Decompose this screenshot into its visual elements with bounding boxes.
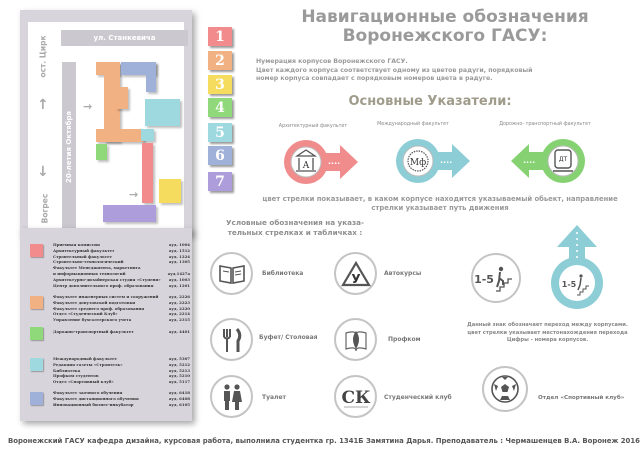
legend-row: Факультет заочного обучения ауд. 6418 — [53, 390, 190, 395]
sign-label-road: Дорожно- транспортный факультет — [499, 122, 591, 127]
student-club-sign — [334, 375, 377, 418]
fork-knife-icon — [220, 327, 244, 353]
color-swatch-2 — [30, 296, 43, 309]
trade-union-icon — [343, 327, 369, 353]
legend-row: Отдел «Спортивный клуб» ауд. 5117 — [53, 379, 190, 385]
street-top-label: ул. Станкевича — [93, 34, 156, 42]
intro-line: Нумерация корпусов Воронежского ГАСУ. — [256, 58, 408, 65]
intro-line: Цвет каждого корпуса соответствует одному из цветов радуги, порядковый — [256, 66, 533, 74]
legend-row: Редакция газеты «Строитель» ауд. 5212 — [53, 361, 190, 367]
svg-text:СК: СК — [341, 387, 370, 408]
caption-line: стрелки указывает путь движения — [371, 204, 509, 212]
building-number-5: 5 — [208, 123, 232, 142]
intro-text — [256, 58, 596, 84]
street-stankevicha — [61, 30, 188, 46]
road-faculty-sign — [495, 130, 590, 192]
legend-row: Факультет Менеджмента, маркетинга — [53, 265, 141, 271]
color-swatch-1 — [30, 244, 43, 257]
sports-club-label: Отдел «Спортивный клуб» — [538, 395, 625, 401]
trade-union-label: Профком — [388, 336, 421, 343]
football-icon — [490, 374, 520, 404]
library-sign — [210, 252, 253, 295]
label-ost-tsirk: ост. Цирк — [38, 35, 48, 78]
stairs-walker-icon — [474, 263, 518, 293]
svg-text:1-5: 1-5 — [561, 280, 577, 289]
caption-line: цвет стрелки показывает, в каком корпусе находится указываемый обьект, направление — [262, 195, 618, 203]
building-2-base[interactable] — [96, 129, 144, 142]
building-number-6: 6 — [208, 146, 232, 165]
driving-school-sign — [334, 252, 377, 295]
driving-school-icon — [341, 261, 371, 287]
svg-text:У: У — [350, 271, 361, 286]
legend-row: Приемная комиссия ауд. 1004 — [53, 242, 190, 247]
trade-union-sign — [334, 318, 377, 361]
legend-row: Отдел «Студенческий Клуб» ауд. 2214 — [53, 311, 190, 317]
book-icon — [218, 263, 246, 285]
legend-row: Центр дополнительного проф. образования ауд. 1201 — [53, 282, 190, 288]
driving-school-label: Автокурсы — [384, 270, 422, 277]
arrow-down-icon: ↓ — [37, 164, 49, 180]
legend-row: Управление бухгалтерского учета ауд. 2315 — [53, 317, 190, 323]
svg-text:....: .... — [328, 157, 341, 166]
transfer-sign-plain — [471, 253, 521, 303]
building-number-3: 3 — [208, 75, 232, 94]
legend-row: и информационных технологий ауд.1427а — [53, 270, 190, 276]
sign-label-intl: Международный факультет — [377, 122, 449, 127]
conventions-title-line: тельных стрелках и табличках : — [227, 228, 363, 237]
legend-group-building-5 — [30, 356, 190, 385]
main-signs-title: Основные Указатели: — [348, 94, 512, 109]
legend-row: Международный факультет ауд. 5307 — [53, 356, 190, 361]
legend-row: Строительно-технологический ауд. 1305 — [53, 259, 190, 265]
footer-credits: Воронежский ГАСУ кафедра дизайна, курсовая работа, выполнила студентка гр. 1341Б Замятина Дарья. Преподаватель : Чермашенцев В.А. Воронеж 2016 — [8, 437, 640, 445]
entrance-arrow-icon: → — [129, 188, 139, 201]
toilet-label: Туалет — [262, 394, 286, 401]
street-left-label: 20-летия Октября — [65, 110, 73, 184]
legend-row: Инновационный бизнес-инкубатор ауд. 6105 — [53, 401, 190, 407]
legend-panel — [20, 228, 192, 421]
transfer-note — [455, 322, 640, 345]
toilet-sign — [210, 375, 253, 418]
legend-row: Архитектурный факультет ауд. 1512 — [53, 247, 190, 253]
arrow-caption — [245, 195, 635, 213]
student-club-icon — [341, 384, 371, 410]
building-number-7: 7 — [208, 172, 232, 191]
conventions-title-line: Условные обозначения на указа- — [226, 218, 364, 227]
building-4[interactable] — [96, 144, 107, 160]
sign-label-arch: Архитектурный факультет — [278, 124, 348, 129]
building-2-wing[interactable] — [116, 87, 128, 109]
color-swatch-6 — [30, 392, 43, 405]
title-line-2: Воронежского ГАСУ: — [342, 26, 548, 46]
toilet-icon — [219, 383, 245, 411]
building-6-wing[interactable] — [146, 62, 156, 92]
building-5[interactable] — [145, 99, 180, 126]
color-swatch-5 — [30, 358, 43, 371]
conventions-title — [210, 218, 380, 238]
label-vogres: Вогрес — [40, 193, 50, 224]
transfer-note-line: цвет стрелки указывает местонахождения перехода — [467, 329, 628, 336]
svg-text:ДТ: ДТ — [558, 156, 568, 163]
building-7[interactable] — [103, 205, 156, 222]
legend-row: Библиотека ауд. 5213 — [53, 367, 190, 373]
building-3[interactable] — [159, 179, 181, 203]
legend-row: Дорожно-транспортный факультет ауд. 4401 — [53, 329, 190, 334]
legend-group-building-1 — [30, 242, 190, 288]
legend-group-building-6 — [30, 390, 190, 407]
street-20-letiya-oktyabrya — [62, 62, 76, 232]
canteen-sign — [210, 318, 253, 361]
legend-row: Факультет инженерных систем и сооружений ауд. 2226 — [53, 294, 190, 299]
canteen-label: Буфет/ Столовая — [259, 334, 318, 341]
legend-row: Профком студентов ауд. 5210 — [53, 373, 190, 379]
legend-row: Факультет среднего проф. образования ауд. 2220 — [53, 305, 190, 311]
svg-text:Мф: Мф — [409, 158, 427, 168]
svg-text:1-5: 1-5 — [474, 273, 494, 286]
building-number-1: 1 — [208, 27, 232, 46]
intro-line: номер корпуса совпадает с порядковым номеров цвета в радуге. — [256, 75, 493, 82]
title-line-1: Навигационные обозначения — [301, 7, 589, 27]
building-number-2: 2 — [208, 51, 232, 70]
color-swatch-4 — [30, 327, 43, 340]
legend-row: Факультет довузовской подготовки ауд. 2223 — [53, 299, 190, 305]
legend-group-building-2 — [30, 294, 190, 323]
legend-row: Строительный факультет ауд. 1224 — [53, 253, 190, 259]
library-label: Библиотека — [262, 270, 304, 277]
svg-text:А: А — [302, 161, 310, 171]
student-club-label: Студенческий клуб — [384, 394, 452, 401]
arch-faculty-sign — [278, 132, 368, 192]
legend-row: Факультет дистанционного обучения ауд. 6408 — [53, 395, 190, 401]
entrance-arrow-icon: → — [83, 100, 93, 113]
sports-club-sign — [482, 366, 528, 412]
transfer-sign-arrow — [547, 223, 607, 311]
campus-map — [28, 22, 184, 240]
transfer-note-line: Данный знак обозначает переход между корпусами. — [467, 322, 628, 328]
page-title — [280, 8, 610, 46]
arrow-up-icon: ↑ — [37, 97, 49, 113]
building-1[interactable] — [142, 143, 153, 203]
building-number-4: 4 — [208, 98, 232, 117]
legend-row: Архитектурно-дизайнерская студия «Ступени» ауд. 1003 — [53, 276, 190, 282]
building-5-link[interactable] — [141, 129, 154, 141]
svg-text:....: .... — [440, 156, 453, 165]
intl-faculty-sign — [390, 130, 480, 192]
campus-map-panel — [20, 10, 192, 235]
svg-text:....: .... — [523, 156, 536, 165]
transfer-note-line: Цифры - номера корпусов. — [506, 337, 589, 343]
legend-group-building-4 — [30, 329, 190, 335]
